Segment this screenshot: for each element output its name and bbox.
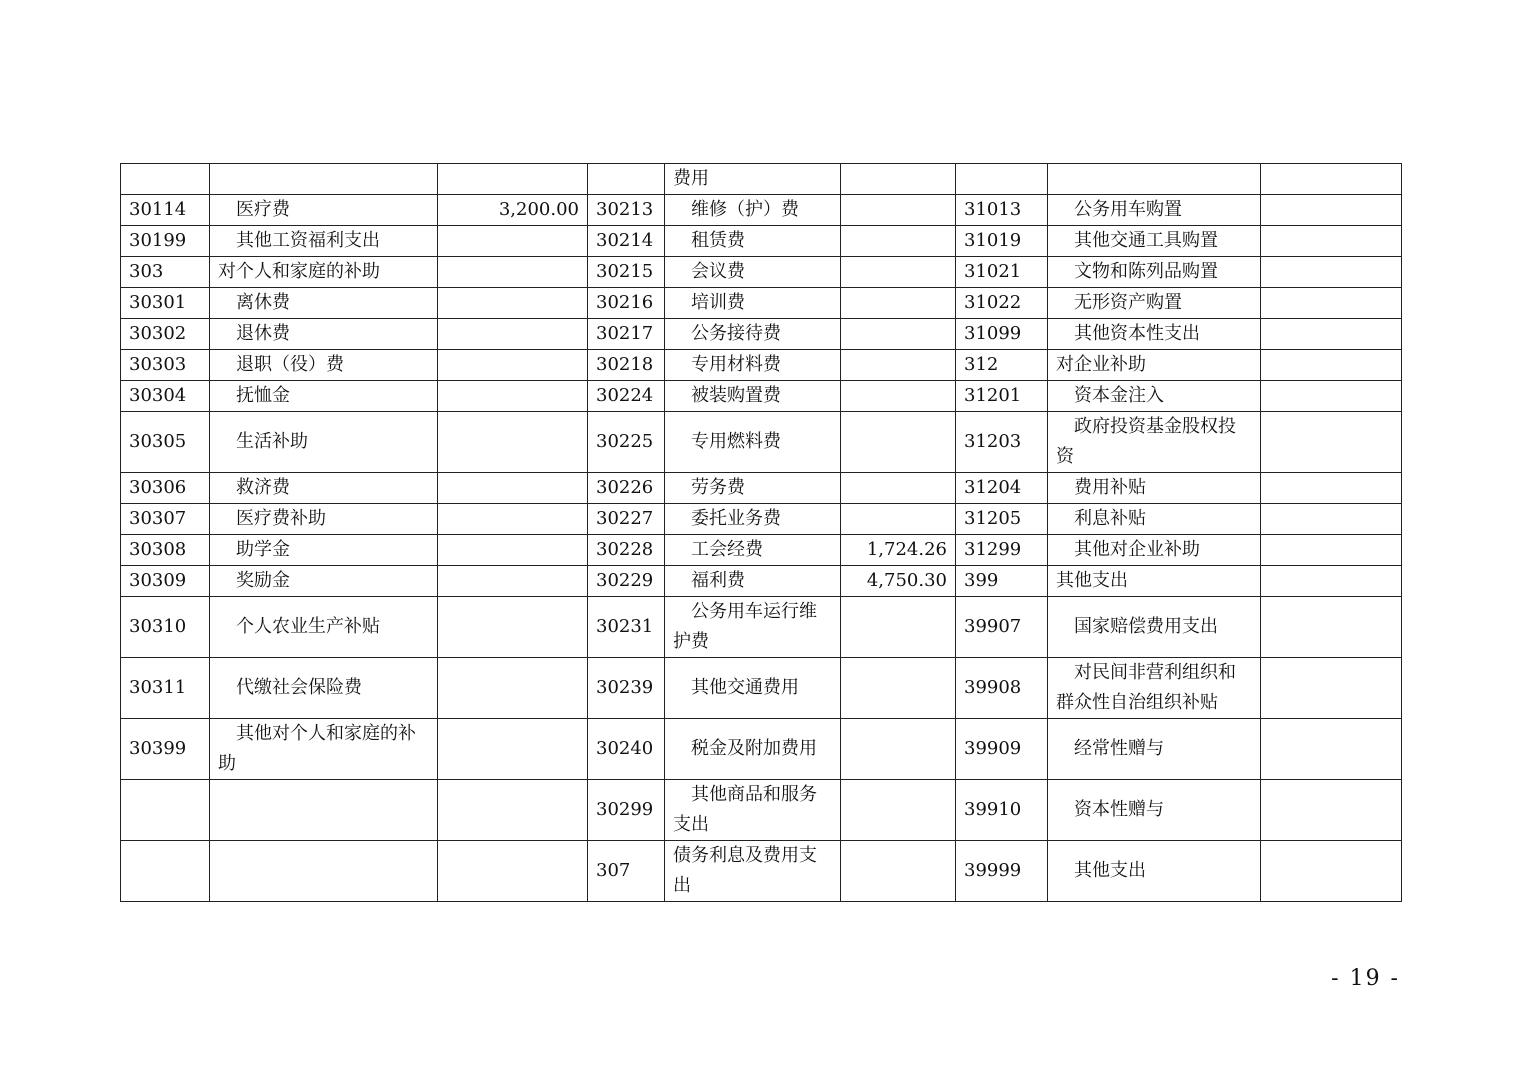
- table-row: [121, 473, 1402, 504]
- table-row: [121, 226, 1402, 257]
- code-cell: 312: [956, 350, 1048, 381]
- code-cell: 30227: [588, 504, 665, 535]
- item-name-cell: [665, 780, 841, 841]
- amount-cell: [1261, 288, 1402, 319]
- item-name: 被装购置费: [691, 385, 781, 406]
- item-name: 医疗费: [236, 199, 290, 220]
- item-name-cell: [665, 350, 841, 381]
- item-name: 专用材料费: [691, 354, 781, 375]
- table-row: [121, 195, 1402, 226]
- code-cell: 30214: [588, 226, 665, 257]
- code-cell: 30308: [121, 535, 210, 566]
- item-name: 其他工资福利支出: [236, 230, 380, 251]
- amount-cell: [841, 504, 956, 535]
- table-row: [121, 658, 1402, 719]
- amount-cell: 3,200.00: [438, 195, 588, 226]
- item-name-cell: [665, 719, 841, 780]
- amount-cell: [1261, 535, 1402, 566]
- item-name-cell: [210, 381, 438, 412]
- item-name-cell: [1048, 288, 1261, 319]
- item-name-cell: [665, 381, 841, 412]
- item-name: 无形资产购置: [1074, 292, 1182, 313]
- code-cell: 31204: [956, 473, 1048, 504]
- amount-cell: [438, 473, 588, 504]
- code-cell: 30229: [588, 566, 665, 597]
- amount-cell: [438, 780, 588, 841]
- code-cell: 30239: [588, 658, 665, 719]
- code-cell: 30305: [121, 412, 210, 473]
- item-name: 抚恤金: [236, 385, 290, 406]
- item-name-cell: [1048, 504, 1261, 535]
- item-name: 利息补贴: [1074, 508, 1146, 529]
- item-name: 资本金注入: [1074, 385, 1164, 406]
- code-cell: 31203: [956, 412, 1048, 473]
- item-name: 培训费: [691, 292, 745, 313]
- table-row: [121, 350, 1402, 381]
- item-name: 助学金: [236, 539, 290, 560]
- item-name-cell: [1048, 164, 1261, 195]
- amount-cell: [841, 226, 956, 257]
- item-name-cell: [210, 319, 438, 350]
- code-cell: 30309: [121, 566, 210, 597]
- amount-cell: [438, 597, 588, 658]
- code-cell: 30213: [588, 195, 665, 226]
- item-name: 其他对个人和家庭的补助: [218, 723, 416, 774]
- item-name-cell: [210, 841, 438, 902]
- item-name-cell: [1048, 381, 1261, 412]
- amount-cell: [438, 350, 588, 381]
- table-row: [121, 719, 1402, 780]
- item-name: 公务用车运行维护费: [673, 601, 817, 652]
- amount-cell: [1261, 412, 1402, 473]
- code-cell: 307: [588, 841, 665, 902]
- code-cell: 30306: [121, 473, 210, 504]
- item-name: 生活补助: [236, 431, 308, 452]
- amount-cell: [841, 164, 956, 195]
- item-name-cell: [210, 504, 438, 535]
- amount-cell: [438, 566, 588, 597]
- item-name: 其他支出: [1074, 860, 1146, 881]
- code-cell: 30310: [121, 597, 210, 658]
- item-name: 退职（役）费: [236, 354, 344, 375]
- amount-cell: [841, 597, 956, 658]
- amount-cell: [841, 319, 956, 350]
- item-name: 其他资本性支出: [1074, 323, 1200, 344]
- item-name: 文物和陈列品购置: [1074, 261, 1218, 282]
- amount-cell: [438, 504, 588, 535]
- amount-cell: [841, 350, 956, 381]
- code-cell: 31022: [956, 288, 1048, 319]
- item-name-cell: [210, 350, 438, 381]
- code-cell: [956, 164, 1048, 195]
- table-row: [121, 535, 1402, 566]
- code-cell: 30114: [121, 195, 210, 226]
- code-cell: 30399: [121, 719, 210, 780]
- code-cell: 30224: [588, 381, 665, 412]
- table-row: [121, 164, 1402, 195]
- amount-cell: [438, 658, 588, 719]
- item-name: 税金及附加费用: [691, 738, 817, 759]
- code-cell: 31299: [956, 535, 1048, 566]
- item-name-cell: [210, 473, 438, 504]
- code-cell: 30302: [121, 319, 210, 350]
- item-name-cell: [1048, 473, 1261, 504]
- amount-cell: [438, 257, 588, 288]
- amount-cell: [438, 535, 588, 566]
- amount-cell: [1261, 164, 1402, 195]
- amount-cell: [841, 381, 956, 412]
- item-name-cell: [665, 566, 841, 597]
- amount-cell: [841, 257, 956, 288]
- item-name-cell: 债务利息及费用支出: [665, 841, 841, 902]
- code-cell: 30307: [121, 504, 210, 535]
- budget-table: [120, 163, 1402, 902]
- code-cell: 30226: [588, 473, 665, 504]
- item-name: 其他交通费用: [691, 677, 799, 698]
- amount-cell: [1261, 226, 1402, 257]
- amount-cell: [841, 841, 956, 902]
- amount-cell: [438, 841, 588, 902]
- item-name-cell: [1048, 597, 1261, 658]
- amount-cell: 4,750.30: [841, 566, 956, 597]
- amount-cell: [841, 658, 956, 719]
- item-name-cell: [210, 566, 438, 597]
- item-name-cell: [210, 535, 438, 566]
- code-cell: 30199: [121, 226, 210, 257]
- item-name-cell: [1048, 535, 1261, 566]
- table-row: [121, 288, 1402, 319]
- code-cell: 39907: [956, 597, 1048, 658]
- item-name-cell: [665, 412, 841, 473]
- code-cell: 30218: [588, 350, 665, 381]
- table-row: [121, 381, 1402, 412]
- item-name-cell: [210, 226, 438, 257]
- code-cell: 30301: [121, 288, 210, 319]
- amount-cell: [1261, 841, 1402, 902]
- item-name: 对民间非营利组织和群众性自治组织补贴: [1056, 662, 1236, 713]
- item-name: 退休费: [236, 323, 290, 344]
- item-name: 医疗费补助: [236, 508, 326, 529]
- amount-cell: [1261, 473, 1402, 504]
- code-cell: 39999: [956, 841, 1048, 902]
- code-cell: 303: [121, 257, 210, 288]
- amount-cell: [1261, 319, 1402, 350]
- code-cell: 399: [956, 566, 1048, 597]
- amount-cell: [438, 164, 588, 195]
- item-name-cell: [1048, 658, 1261, 719]
- item-name: 费用补贴: [1074, 477, 1146, 498]
- code-cell: [121, 780, 210, 841]
- code-cell: 31099: [956, 319, 1048, 350]
- amount-cell: [841, 288, 956, 319]
- item-name: 政府投资基金股权投资: [1056, 416, 1236, 467]
- item-name: 会议费: [691, 261, 745, 282]
- code-cell: 30311: [121, 658, 210, 719]
- code-cell: 30215: [588, 257, 665, 288]
- code-cell: 30240: [588, 719, 665, 780]
- code-cell: 30299: [588, 780, 665, 841]
- table-row: [121, 257, 1402, 288]
- amount-cell: [1261, 504, 1402, 535]
- item-name-cell: [665, 319, 841, 350]
- item-name-cell: [1048, 412, 1261, 473]
- code-cell: 31019: [956, 226, 1048, 257]
- amount-cell: [1261, 597, 1402, 658]
- page-number: - 19 -: [1331, 966, 1400, 991]
- amount-cell: [1261, 719, 1402, 780]
- item-name: 其他商品和服务支出: [673, 784, 817, 835]
- item-name: 个人农业生产补贴: [236, 616, 380, 637]
- table-row: [121, 597, 1402, 658]
- amount-cell: [841, 473, 956, 504]
- item-name: 经常性赠与: [1074, 738, 1164, 759]
- item-name-cell: [665, 597, 841, 658]
- item-name: 资本性赠与: [1074, 799, 1164, 820]
- item-name: 租赁费: [691, 230, 745, 251]
- code-cell: 30216: [588, 288, 665, 319]
- table-row: [121, 412, 1402, 473]
- item-name-cell: [210, 658, 438, 719]
- amount-cell: [841, 719, 956, 780]
- amount-cell: [1261, 350, 1402, 381]
- amount-cell: [1261, 780, 1402, 841]
- item-name: [218, 860, 236, 881]
- item-name-cell: [665, 195, 841, 226]
- item-name-cell: 其他支出: [1048, 566, 1261, 597]
- item-name: 专用燃料费: [691, 431, 781, 452]
- amount-cell: [1261, 381, 1402, 412]
- code-cell: 31013: [956, 195, 1048, 226]
- amount-cell: [1261, 257, 1402, 288]
- item-name-cell: [665, 658, 841, 719]
- code-cell: 39909: [956, 719, 1048, 780]
- item-name-cell: [665, 288, 841, 319]
- code-cell: [588, 164, 665, 195]
- table-row: [121, 841, 1402, 902]
- item-name: 工会经费: [691, 539, 763, 560]
- item-name-cell: [1048, 257, 1261, 288]
- code-cell: 30303: [121, 350, 210, 381]
- table-row: [121, 319, 1402, 350]
- item-name: 公务用车购置: [1074, 199, 1182, 220]
- amount-cell: [841, 195, 956, 226]
- item-name-cell: [1048, 319, 1261, 350]
- code-cell: [121, 841, 210, 902]
- item-name-cell: [210, 195, 438, 226]
- amount-cell: [438, 381, 588, 412]
- item-name-cell: [1048, 195, 1261, 226]
- item-name-cell: [665, 257, 841, 288]
- amount-cell: [438, 288, 588, 319]
- item-name: 离休费: [236, 292, 290, 313]
- item-name-cell: [210, 288, 438, 319]
- item-name-cell: [665, 535, 841, 566]
- code-cell: [121, 164, 210, 195]
- amount-cell: [1261, 566, 1402, 597]
- table-row: [121, 566, 1402, 597]
- item-name-cell: [210, 780, 438, 841]
- item-name: 奖励金: [236, 570, 290, 591]
- amount-cell: [438, 226, 588, 257]
- amount-cell: [841, 412, 956, 473]
- item-name-cell: 对个人和家庭的补助: [210, 257, 438, 288]
- item-name: 委托业务费: [691, 508, 781, 529]
- item-name: 救济费: [236, 477, 290, 498]
- amount-cell: [1261, 658, 1402, 719]
- item-name: 其他对企业补助: [1074, 539, 1200, 560]
- item-name-cell: [665, 504, 841, 535]
- item-name-cell: [210, 412, 438, 473]
- code-cell: 30231: [588, 597, 665, 658]
- item-name-cell: [1048, 226, 1261, 257]
- item-name-cell: [665, 226, 841, 257]
- code-cell: 30217: [588, 319, 665, 350]
- code-cell: 39908: [956, 658, 1048, 719]
- amount-cell: [438, 719, 588, 780]
- code-cell: 31021: [956, 257, 1048, 288]
- item-name: 福利费: [691, 570, 745, 591]
- code-cell: 30225: [588, 412, 665, 473]
- amount-cell: 1,724.26: [841, 535, 956, 566]
- item-name: 公务接待费: [691, 323, 781, 344]
- amount-cell: [438, 412, 588, 473]
- item-name: 维修（护）费: [691, 199, 799, 220]
- item-name: 代缴社会保险费: [236, 677, 362, 698]
- item-name: 国家赔偿费用支出: [1074, 616, 1218, 637]
- item-name: 劳务费: [691, 477, 745, 498]
- item-name-cell: [210, 719, 438, 780]
- item-name: 其他交通工具购置: [1074, 230, 1218, 251]
- item-name-cell: [665, 473, 841, 504]
- item-name-cell: [1048, 780, 1261, 841]
- item-name-cell: [210, 164, 438, 195]
- item-name-cell: [210, 597, 438, 658]
- item-name-cell: [1048, 841, 1261, 902]
- code-cell: 31201: [956, 381, 1048, 412]
- item-name-cell: 费用: [665, 164, 841, 195]
- amount-cell: [438, 319, 588, 350]
- amount-cell: [1261, 195, 1402, 226]
- code-cell: 39910: [956, 780, 1048, 841]
- item-name-cell: 对企业补助: [1048, 350, 1261, 381]
- code-cell: 31205: [956, 504, 1048, 535]
- table-row: [121, 504, 1402, 535]
- item-name-cell: [1048, 719, 1261, 780]
- code-cell: 30304: [121, 381, 210, 412]
- item-name: [218, 799, 236, 820]
- code-cell: 30228: [588, 535, 665, 566]
- table-row: [121, 780, 1402, 841]
- amount-cell: [841, 780, 956, 841]
